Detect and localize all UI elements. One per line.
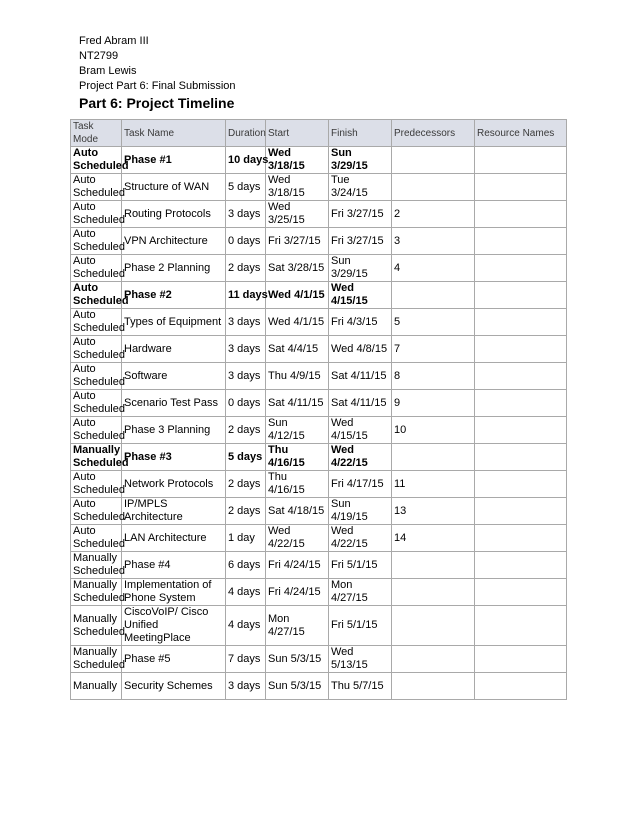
finish-cell: Wed 4/15/15 bbox=[329, 417, 392, 444]
table-header-row bbox=[71, 120, 567, 147]
start-cell: Thu 4/16/15 bbox=[266, 471, 329, 498]
finish-cell: Tue 3/24/15 bbox=[329, 174, 392, 201]
duration-cell: 4 days bbox=[226, 579, 266, 606]
duration-cell: 0 days bbox=[226, 228, 266, 255]
table-row bbox=[71, 147, 567, 174]
task-name-cell: Network Protocols bbox=[122, 471, 226, 498]
task-mode-cell: Manually Scheduled bbox=[71, 552, 122, 579]
predecessors-cell: 9 bbox=[392, 390, 475, 417]
duration-cell: 7 days bbox=[226, 646, 266, 673]
start-cell: Mon 4/27/15 bbox=[266, 606, 329, 646]
task-mode-cell: Manually Scheduled bbox=[71, 444, 122, 471]
task-mode-cell: Auto Scheduled bbox=[71, 498, 122, 525]
predecessors-cell bbox=[392, 606, 475, 646]
start-cell: Sun 5/3/15 bbox=[266, 673, 329, 700]
duration-cell: 0 days bbox=[226, 390, 266, 417]
task-name-cell: Phase 3 Planning bbox=[122, 417, 226, 444]
resource-names-cell bbox=[475, 579, 567, 606]
finish-cell: Wed 4/22/15 bbox=[329, 525, 392, 552]
table-row bbox=[71, 201, 567, 228]
start-cell: Sat 3/28/15 bbox=[266, 255, 329, 282]
finish-cell: Sun 3/29/15 bbox=[329, 147, 392, 174]
predecessors-cell: 8 bbox=[392, 363, 475, 390]
task-name-cell: Structure of WAN bbox=[122, 174, 226, 201]
task-name-cell: Phase #1 bbox=[122, 147, 226, 174]
duration-cell: 6 days bbox=[226, 552, 266, 579]
task-name-cell: IP/MPLS Architecture bbox=[122, 498, 226, 525]
duration-cell: 5 days bbox=[226, 444, 266, 471]
task-name-cell: Phase 2 Planning bbox=[122, 255, 226, 282]
resource-names-cell bbox=[475, 390, 567, 417]
predecessors-cell: 13 bbox=[392, 498, 475, 525]
predecessors-cell: 2 bbox=[392, 201, 475, 228]
start-cell: Thu 4/9/15 bbox=[266, 363, 329, 390]
resource-names-cell bbox=[475, 255, 567, 282]
task-name-cell: VPN Architecture bbox=[122, 228, 226, 255]
column-header-predecessors: Predecessors bbox=[392, 120, 475, 147]
task-mode-cell: Auto Scheduled bbox=[71, 255, 122, 282]
duration-cell: 10 days bbox=[226, 147, 266, 174]
resource-names-cell bbox=[475, 174, 567, 201]
task-mode-cell: Manually Scheduled bbox=[71, 646, 122, 673]
start-cell: Wed 3/18/15 bbox=[266, 174, 329, 201]
task-name-cell: Hardware bbox=[122, 336, 226, 363]
start-cell: Wed 3/18/15 bbox=[266, 147, 329, 174]
start-cell: Fri 3/27/15 bbox=[266, 228, 329, 255]
finish-cell: Thu 5/7/15 bbox=[329, 673, 392, 700]
table-row bbox=[71, 498, 567, 525]
column-header-start: Start bbox=[266, 120, 329, 147]
table-row bbox=[71, 390, 567, 417]
duration-cell: 3 days bbox=[226, 336, 266, 363]
task-name-cell: LAN Architecture bbox=[122, 525, 226, 552]
task-rows bbox=[71, 147, 567, 700]
column-header-task-mode: Task Mode bbox=[71, 120, 122, 147]
table-row bbox=[71, 174, 567, 201]
task-mode-cell: Auto Scheduled bbox=[71, 417, 122, 444]
task-name-cell: Phase #3 bbox=[122, 444, 226, 471]
task-mode-cell: Auto Scheduled bbox=[71, 336, 122, 363]
start-cell: Wed 4/22/15 bbox=[266, 525, 329, 552]
table-row bbox=[71, 309, 567, 336]
document-header bbox=[79, 34, 579, 112]
start-cell: Sat 4/11/15 bbox=[266, 390, 329, 417]
duration-cell: 5 days bbox=[226, 174, 266, 201]
finish-cell: Wed 4/8/15 bbox=[329, 336, 392, 363]
predecessors-cell bbox=[392, 552, 475, 579]
task-mode-cell: Auto Scheduled bbox=[71, 147, 122, 174]
author-name: Fred Abram III bbox=[79, 35, 149, 47]
resource-names-cell bbox=[475, 525, 567, 552]
task-mode-cell: Auto Scheduled bbox=[71, 201, 122, 228]
predecessors-cell bbox=[392, 579, 475, 606]
task-name-cell: Software bbox=[122, 363, 226, 390]
task-name-cell: Routing Protocols bbox=[122, 201, 226, 228]
finish-cell: Wed 4/22/15 bbox=[329, 444, 392, 471]
duration-cell: 2 days bbox=[226, 471, 266, 498]
task-name-cell: Phase #5 bbox=[122, 646, 226, 673]
start-cell: Wed 3/25/15 bbox=[266, 201, 329, 228]
task-mode-cell: Auto Scheduled bbox=[71, 363, 122, 390]
assignment-name: Project Part 6: Final Submission bbox=[79, 80, 236, 92]
finish-cell: Fri 5/1/15 bbox=[329, 606, 392, 646]
task-mode-cell: Auto Scheduled bbox=[71, 471, 122, 498]
start-cell: Thu 4/16/15 bbox=[266, 444, 329, 471]
predecessors-cell: 5 bbox=[392, 309, 475, 336]
resource-names-cell bbox=[475, 309, 567, 336]
predecessors-cell bbox=[392, 444, 475, 471]
resource-names-cell bbox=[475, 673, 567, 700]
start-cell: Wed 4/1/15 bbox=[266, 309, 329, 336]
task-mode-cell: Manually Scheduled bbox=[71, 606, 122, 646]
duration-cell: 2 days bbox=[226, 255, 266, 282]
table-row bbox=[71, 552, 567, 579]
finish-cell: Fri 5/1/15 bbox=[329, 552, 392, 579]
finish-cell: Sun 3/29/15 bbox=[329, 255, 392, 282]
start-cell: Wed 4/1/15 bbox=[266, 282, 329, 309]
resource-names-cell bbox=[475, 444, 567, 471]
table-row bbox=[71, 471, 567, 498]
task-mode-cell: Auto Scheduled bbox=[71, 525, 122, 552]
task-mode-cell: Auto Scheduled bbox=[71, 282, 122, 309]
task-mode-cell: Auto Scheduled bbox=[71, 309, 122, 336]
finish-cell: Fri 3/27/15 bbox=[329, 201, 392, 228]
resource-names-cell bbox=[475, 606, 567, 646]
finish-cell: Mon 4/27/15 bbox=[329, 579, 392, 606]
predecessors-cell: 3 bbox=[392, 228, 475, 255]
predecessors-cell: 10 bbox=[392, 417, 475, 444]
resource-names-cell bbox=[475, 363, 567, 390]
resource-names-cell bbox=[475, 471, 567, 498]
task-name-cell: Phase #2 bbox=[122, 282, 226, 309]
predecessors-cell bbox=[392, 282, 475, 309]
resource-names-cell bbox=[475, 201, 567, 228]
table-row bbox=[71, 282, 567, 309]
table-row bbox=[71, 579, 567, 606]
table-row bbox=[71, 673, 567, 700]
predecessors-cell bbox=[392, 174, 475, 201]
task-name-cell: Scenario Test Pass bbox=[122, 390, 226, 417]
finish-cell: Wed 5/13/15 bbox=[329, 646, 392, 673]
column-header-finish: Finish bbox=[329, 120, 392, 147]
course-code: NT2799 bbox=[79, 50, 119, 62]
predecessors-cell bbox=[392, 147, 475, 174]
task-name-cell: Phase #4 bbox=[122, 552, 226, 579]
task-name-cell: Security Schemes bbox=[122, 673, 226, 700]
predecessors-cell: 11 bbox=[392, 471, 475, 498]
finish-cell: Fri 3/27/15 bbox=[329, 228, 392, 255]
table-row bbox=[71, 363, 567, 390]
column-header-duration: Duration bbox=[226, 120, 266, 147]
duration-cell: 3 days bbox=[226, 363, 266, 390]
finish-cell: Sun 4/19/15 bbox=[329, 498, 392, 525]
duration-cell: 4 days bbox=[226, 606, 266, 646]
task-mode-cell: Auto Scheduled bbox=[71, 174, 122, 201]
finish-cell: Fri 4/17/15 bbox=[329, 471, 392, 498]
task-mode-cell: Auto Scheduled bbox=[71, 228, 122, 255]
column-header-resource-names: Resource Names bbox=[475, 120, 567, 147]
task-name-cell: CiscoVoIP/ Cisco Unified MeetingPlace bbox=[122, 606, 226, 646]
task-mode-cell: Auto Scheduled bbox=[71, 390, 122, 417]
predecessors-cell: 7 bbox=[392, 336, 475, 363]
finish-cell: Wed 4/15/15 bbox=[329, 282, 392, 309]
resource-names-cell bbox=[475, 336, 567, 363]
project-timeline-table bbox=[70, 119, 567, 700]
table-row bbox=[71, 336, 567, 363]
start-cell: Sat 4/18/15 bbox=[266, 498, 329, 525]
predecessors-cell: 4 bbox=[392, 255, 475, 282]
finish-cell: Sat 4/11/15 bbox=[329, 363, 392, 390]
duration-cell: 2 days bbox=[226, 417, 266, 444]
duration-cell: 3 days bbox=[226, 309, 266, 336]
task-name-cell: Implementation of Phone System bbox=[122, 579, 226, 606]
table-row bbox=[71, 525, 567, 552]
resource-names-cell bbox=[475, 498, 567, 525]
finish-cell: Sat 4/11/15 bbox=[329, 390, 392, 417]
instructor-name: Bram Lewis bbox=[79, 65, 137, 77]
task-mode-cell: Manually bbox=[71, 673, 122, 700]
table-row bbox=[71, 255, 567, 282]
resource-names-cell bbox=[475, 282, 567, 309]
start-cell: Sun 4/12/15 bbox=[266, 417, 329, 444]
table-row bbox=[71, 417, 567, 444]
column-header-task-name: Task Name bbox=[122, 120, 226, 147]
task-mode-cell: Manually Scheduled bbox=[71, 579, 122, 606]
duration-cell: 2 days bbox=[226, 498, 266, 525]
resource-names-cell bbox=[475, 147, 567, 174]
task-name-cell: Types of Equipment bbox=[122, 309, 226, 336]
resource-names-cell bbox=[475, 228, 567, 255]
start-cell: Fri 4/24/15 bbox=[266, 552, 329, 579]
resource-names-cell bbox=[475, 417, 567, 444]
predecessors-cell: 14 bbox=[392, 525, 475, 552]
predecessors-cell bbox=[392, 646, 475, 673]
page-title: Part 6: Project Timeline bbox=[79, 95, 235, 111]
duration-cell: 3 days bbox=[226, 201, 266, 228]
table-row bbox=[71, 444, 567, 471]
predecessors-cell bbox=[392, 673, 475, 700]
start-cell: Sun 5/3/15 bbox=[266, 646, 329, 673]
duration-cell: 1 day bbox=[226, 525, 266, 552]
start-cell: Sat 4/4/15 bbox=[266, 336, 329, 363]
resource-names-cell bbox=[475, 552, 567, 579]
resource-names-cell bbox=[475, 646, 567, 673]
table-row bbox=[71, 646, 567, 673]
table-row bbox=[71, 606, 567, 646]
table-row bbox=[71, 228, 567, 255]
finish-cell: Fri 4/3/15 bbox=[329, 309, 392, 336]
start-cell: Fri 4/24/15 bbox=[266, 579, 329, 606]
duration-cell: 11 days bbox=[226, 282, 266, 309]
duration-cell: 3 days bbox=[226, 673, 266, 700]
